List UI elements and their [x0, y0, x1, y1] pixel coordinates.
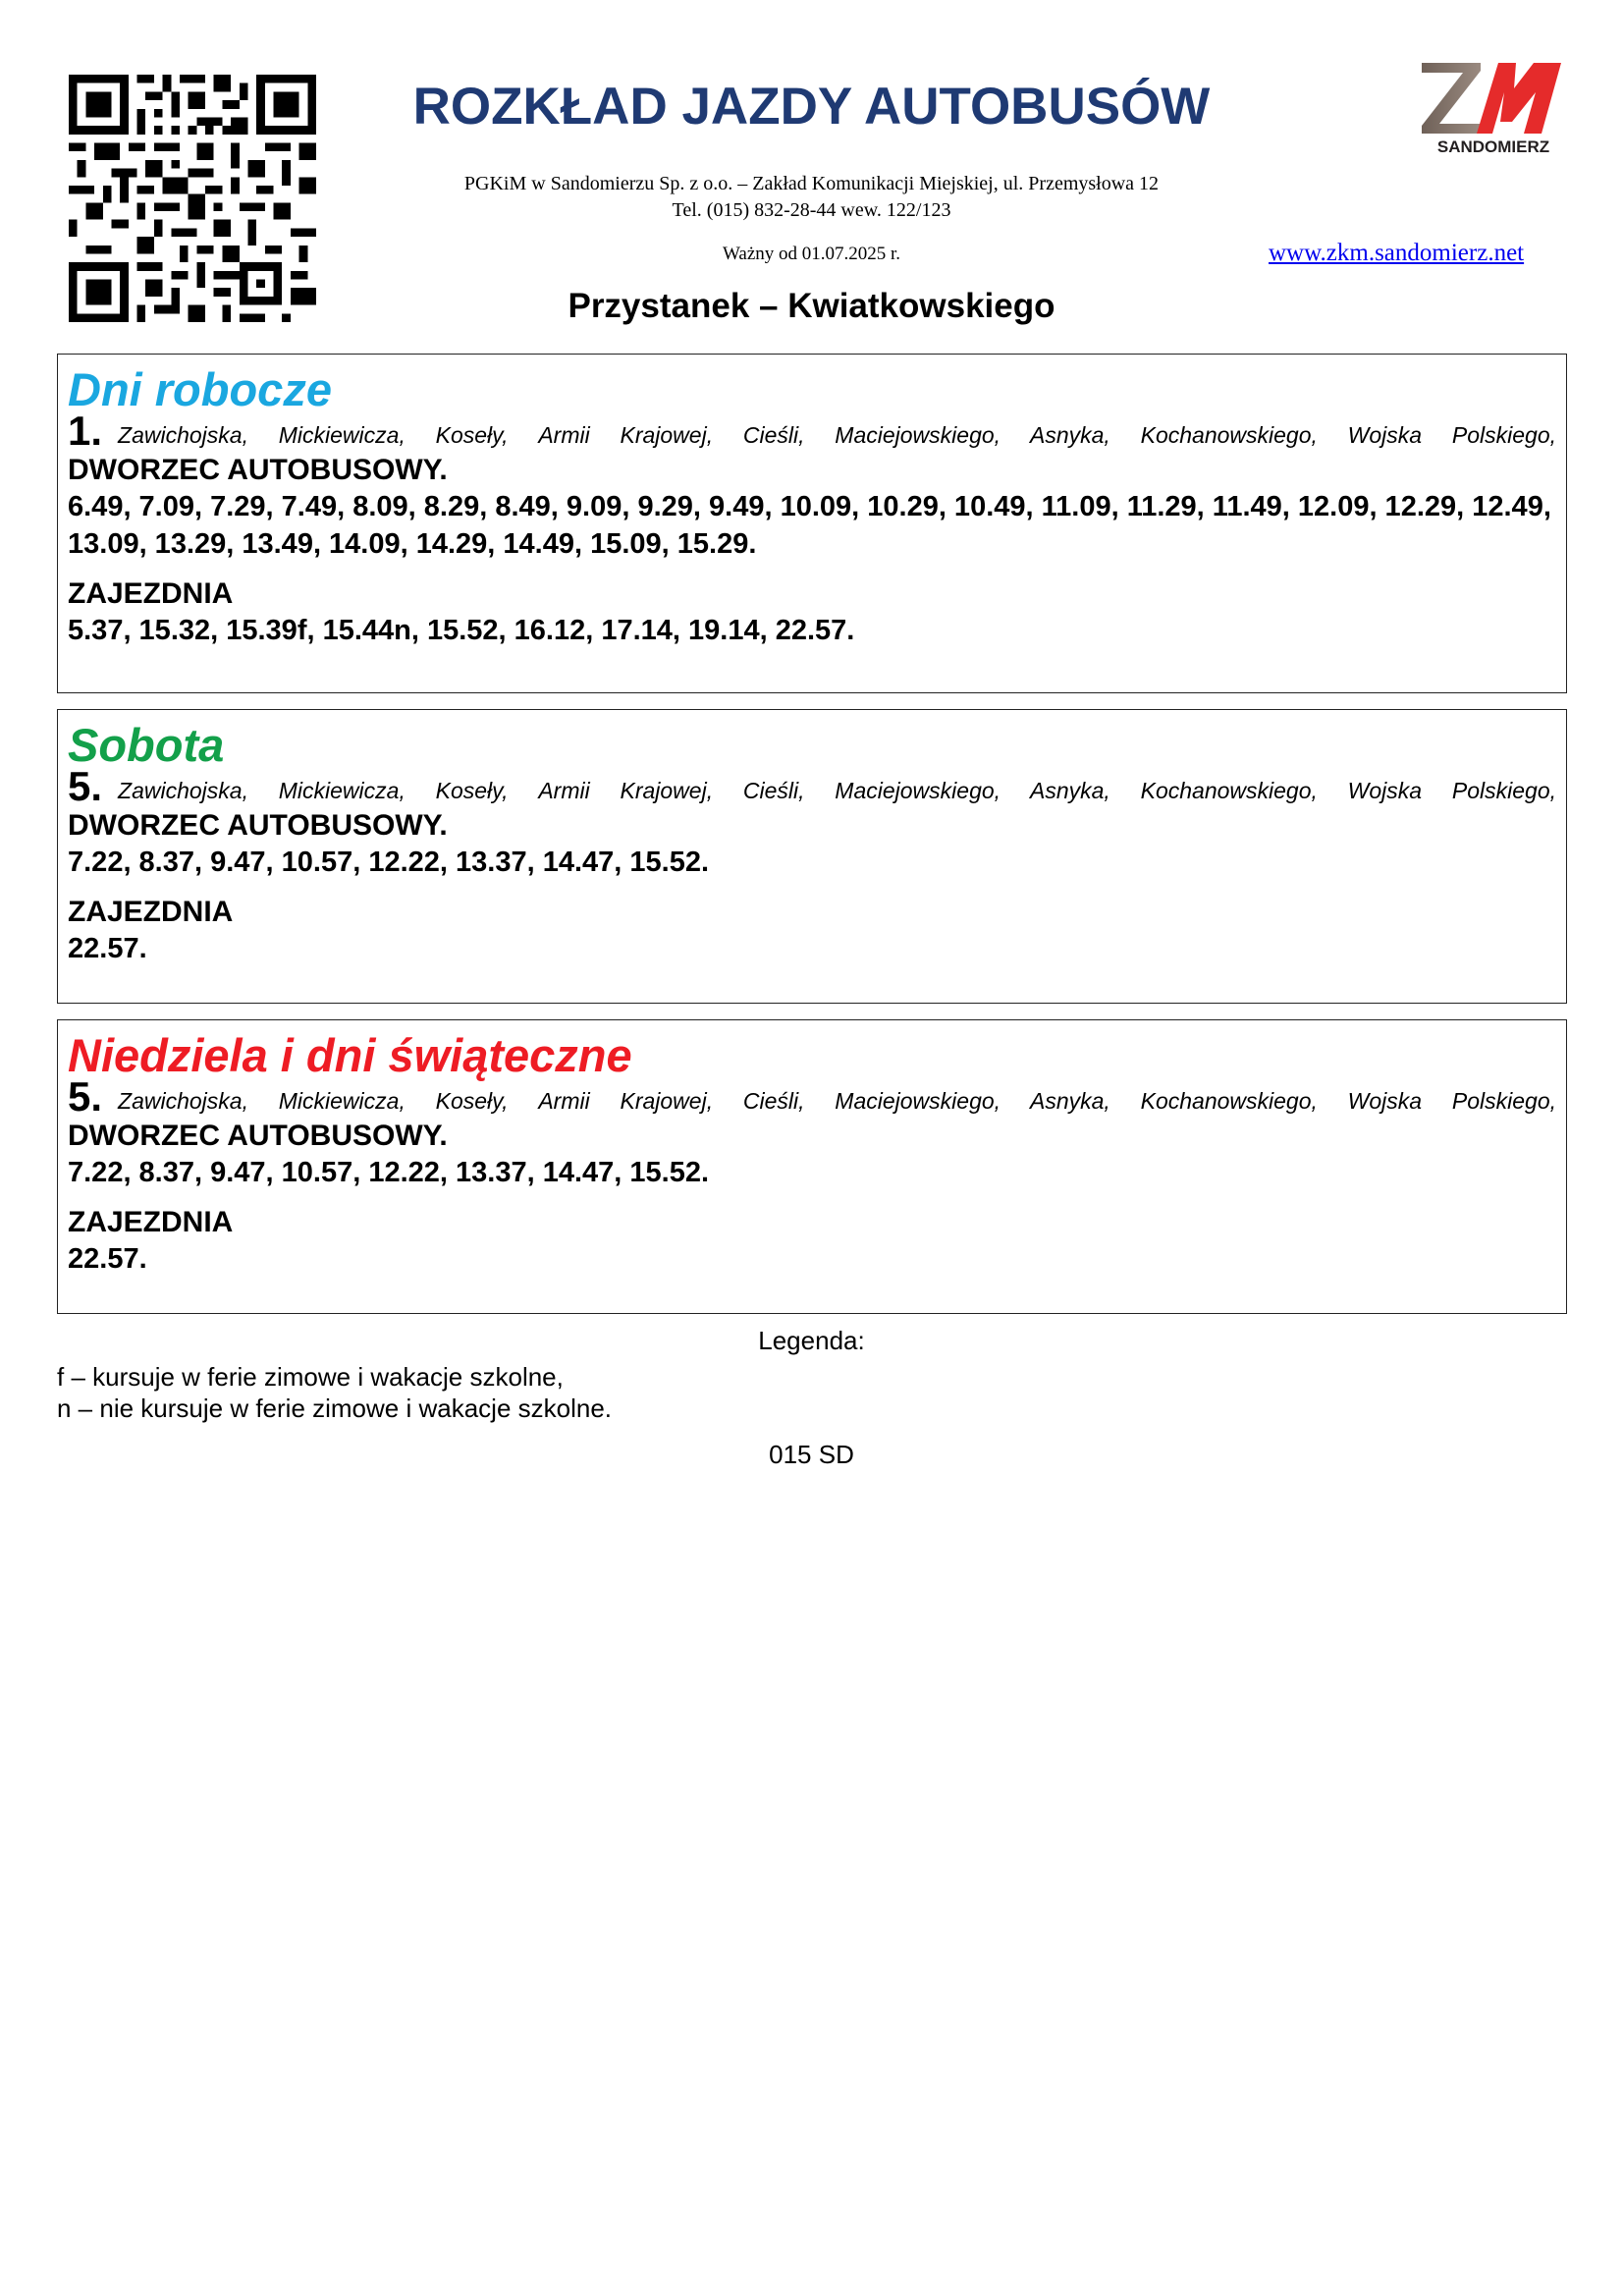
depot-label: ZAJEZDNIA: [68, 577, 234, 610]
section-title: Sobota: [68, 719, 225, 771]
section-title: Niedziela i dni świąteczne: [68, 1029, 632, 1081]
website-link[interactable]: www.zkm.sandomierz.net: [1269, 240, 1525, 266]
valid-from: Ważny od 01.07.2025 r.: [722, 244, 901, 264]
route-description: [68, 1073, 1556, 1120]
route-description: [68, 408, 1556, 454]
route-description: [68, 763, 1556, 809]
timetable-code: 015 SD: [769, 1440, 854, 1469]
route-number: 1.: [68, 408, 103, 454]
stop-name: Przystanek – Kwiatkowskiego: [568, 287, 1055, 325]
depot-label: ZAJEZDNIA: [68, 896, 234, 928]
depot-times: 5.37, 15.32, 15.39f, 15.44n, 15.52, 16.12, 17.14, 19.14, 22.57.: [68, 615, 855, 646]
section-weekdays: [57, 354, 1567, 693]
section-saturday: [57, 709, 1567, 1004]
section-title: Dni robocze: [68, 363, 332, 415]
depot-label: ZAJEZDNIA: [68, 1206, 234, 1238]
destination: DWORZEC AUTOBUSOWY.: [68, 454, 448, 486]
depot-times: 22.57.: [68, 1243, 147, 1275]
logo-caption: SANDOMIERZ: [1436, 137, 1550, 156]
destination: DWORZEC AUTOBUSOWY.: [68, 1120, 448, 1152]
route-stops: Zawichojska, Mickiewicza, Kosełу, Armii Krajowej, Cieśli, Maciejowskiego, Asnyka, Kochanowskiego, Wojska Polskiego,: [118, 1088, 1556, 1114]
route-stops: Zawichojska, Mickiewicza, Kosełу, Armii Krajowej, Cieśli, Maciejowskiego, Asnyka, Kochanowskiego, Wojska Polskiego,: [118, 778, 1556, 803]
route-number: 5.: [68, 1073, 103, 1120]
departure-times: 7.22, 8.37, 9.47, 10.57, 12.22, 13.37, 14.47, 15.52.: [68, 847, 710, 878]
legend-item-n: n – nie kursuje w ferie zimowe i wakacje szkolne.: [57, 1394, 613, 1423]
departure-times: 6.49, 7.09, 7.29, 7.49, 8.09, 8.29, 8.49, 9.09, 9.29, 9.49, 10.09, 10.29, 10.49, 11.09, 11.29, 11.49, 12.09, 12.29, 12.49, 13.09, 13.29, 13.49, 14.09, 14.29, 14.49, 15.09, 15.29.: [68, 491, 1551, 560]
organization-phone: Tel. (015) 832-28-44 wew. 122/123: [672, 199, 951, 221]
departure-times: 7.22, 8.37, 9.47, 10.57, 12.22, 13.37, 14.47, 15.52.: [68, 1157, 710, 1188]
route-stops: Zawichojska, Mickiewicza, Kosełу, Armii Krajowej, Cieśli, Maciejowskiego, Asnyka, Kochanowskiego, Wojska Polskiego,: [118, 422, 1556, 448]
section-sunday-holidays: [57, 1019, 1567, 1314]
legend-item-f: f – kursuje w ferie zimowe i wakacje szkolne,: [57, 1362, 564, 1392]
legend-title: Legenda:: [758, 1326, 865, 1355]
destination: DWORZEC AUTOBUSOWY.: [68, 809, 448, 842]
depot-times: 22.57.: [68, 933, 147, 964]
organization-address: PGKiM w Sandomierzu Sp. z o.o. – Zakład Komunikacji Miejskiej, ul. Przemysłowa 12: [463, 173, 1160, 194]
page-title: ROZKŁAD JAZDY AUTOBUSÓW: [412, 78, 1211, 136]
route-number: 5.: [68, 763, 103, 809]
